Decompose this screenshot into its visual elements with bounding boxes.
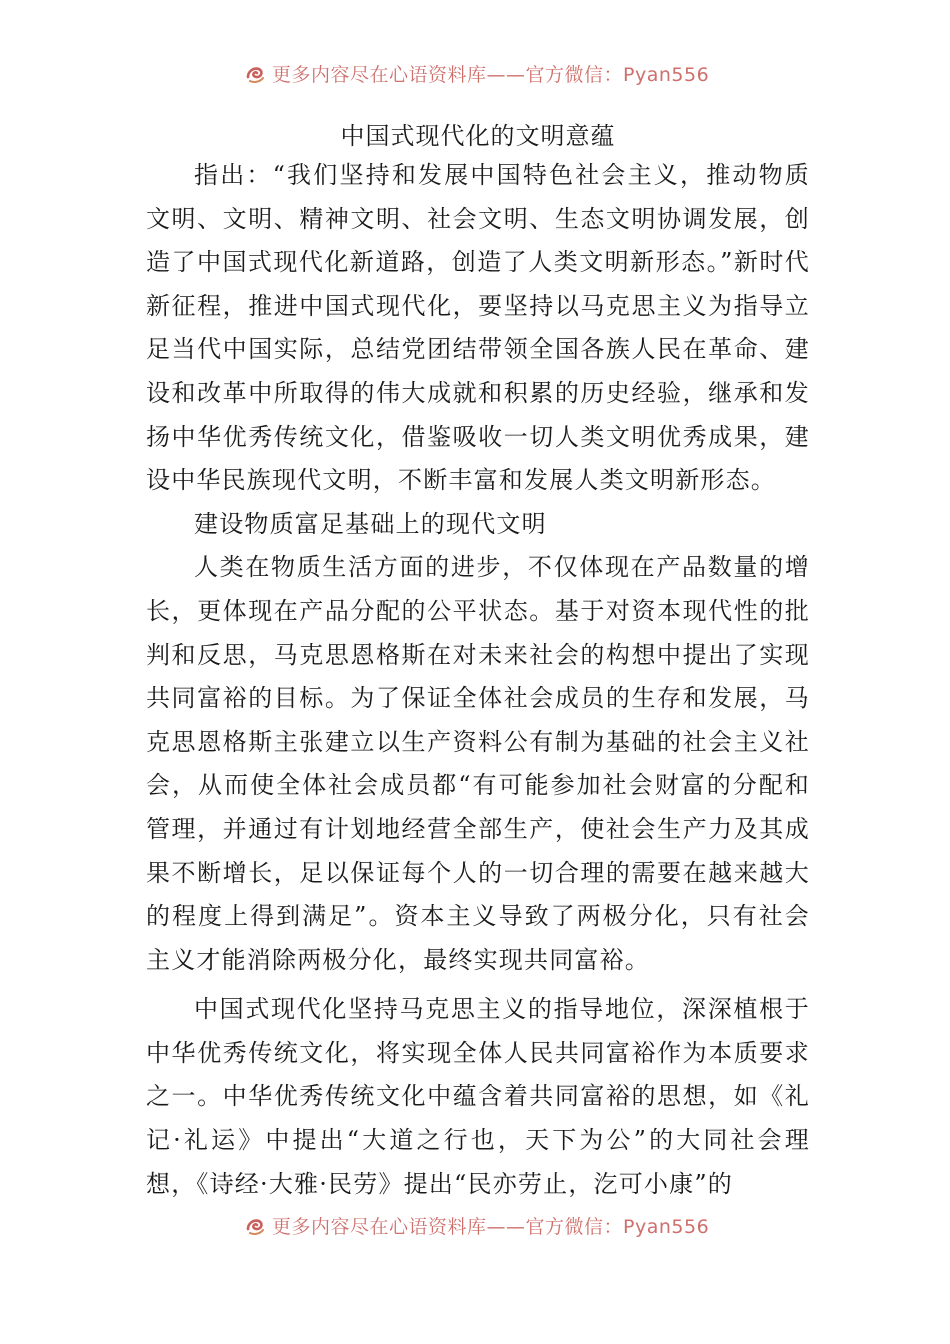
- section-heading: 建设物质富足基础上的现代文明: [194, 509, 547, 538]
- document-title: 中国式现代化的文明意蕴: [340, 122, 616, 150]
- watermark-text: 更多内容尽在心语资料库——官方微信：Pyan556: [272, 1216, 710, 1238]
- swirl-logo-icon: [244, 63, 266, 85]
- document-body: [146, 118, 810, 1206]
- paragraph-intro: 指出：“我们坚持和发展中国特色社会主义，推动物质文明、文明、精神文明、社会文明、生态文明协调发展，创造了中国式现代化新道路，创造了人类文明新形态。”新时代新征程，推进中国式现代化，要坚持以马克思主义为指导立足当代中国实际，总结党团结带领全国各族人民在革命、建设和改革中所取得的伟大成就和积累的历史经验，继承和发扬中华优秀传统文化，借鉴吸收一切人类文明优秀成果，建设中华民族现代文明，不断丰富和发展人类文明新形态。: [146, 161, 810, 495]
- watermark-banner-bottom: [0, 1206, 950, 1240]
- swirl-logo-icon: [244, 1215, 266, 1237]
- watermark-content: [244, 1212, 709, 1239]
- watermark-banner-top: [0, 54, 950, 88]
- watermark-text: 更多内容尽在心语资料库——官方微信：Pyan556: [272, 64, 710, 86]
- paragraph-material-progress: 人类在物质生活方面的进步，不仅体现在产品数量的增长，更体现在产品分配的公平状态。基于对资本现代性的批判和反思，马克思恩格斯在对未来社会的构想中提出了实现共同富裕的目标。为了保证全体社会成员的生存和发展，马克思恩格斯主张建立以生产资料公有制为基础的社会主义社会，从而使全体社会成员都“有可能参加社会财富的分配和管理，并通过有计划地经营全部生产，使社会生产力及其成果不断增长，足以保证每个人的一切合理的需要在越来越大的程度上得到满足”。资本主义导致了两极分化，只有社会主义才能消除两极分化，最终实现共同富裕。: [146, 553, 810, 974]
- watermark-content: [244, 60, 709, 87]
- paragraph-common-prosperity: 中国式现代化坚持马克思主义的指导地位，深深植根于中华优秀传统文化，将实现全体人民共同富裕作为本质要求之一。中华优秀传统文化中蕴含着共同富裕的思想，如《礼记·礼运》中提出“大道之行也，天下为公”的大同社会理想，《诗经·大雅·民劳》提出“民亦劳止，汔可小康”的: [146, 995, 810, 1198]
